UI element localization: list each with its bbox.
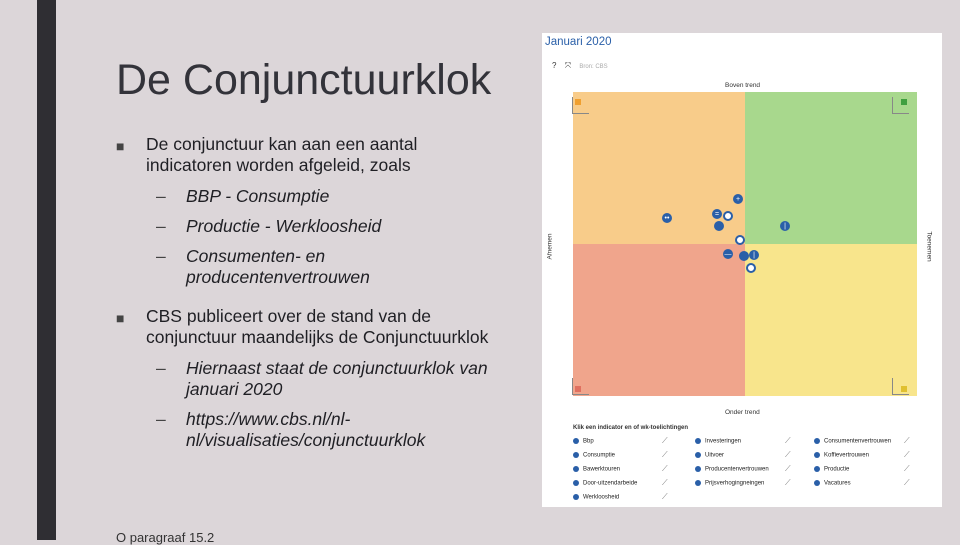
legend-item[interactable]: Door-uitzendarbeide [573,480,637,487]
sub-bullet-item [146,246,496,288]
circle-icon [573,438,579,444]
sub-bullet-text: BBP - Consumptie [186,186,330,206]
trend-icon: ⟋ [662,492,668,501]
legend-item[interactable]: Investeringen [695,438,741,445]
legend-item[interactable]: Productie [814,466,849,473]
indicator-point[interactable]: •• [662,213,672,223]
circle-icon [814,438,820,444]
sub-bullet-item [146,358,496,400]
share-icon[interactable]: ⤧ [564,61,572,70]
legend-title: Klik een indicator en of wk-toelichtingen [573,425,689,431]
circle-icon [573,494,579,500]
trend-icon: ⟋ [662,450,668,459]
sub-bullet-item [146,216,496,237]
circle-icon [695,480,701,486]
trend-icon: ⟋ [662,478,668,487]
bullet-text: De conjunctuur kan aan een aantal indicatoren worden afgeleid, zoals [146,134,418,175]
sub-bullet-marker: – [156,409,166,429]
indicator-point[interactable] [723,211,733,221]
trend-icon: ⟋ [662,436,668,445]
indicator-point[interactable]: = [712,209,722,219]
trend-icon: ⟋ [904,464,910,473]
trend-icon: ⟋ [785,450,791,459]
circle-icon [573,466,579,472]
indicator-point[interactable] [735,235,745,245]
trend-icon: ⟋ [785,436,791,445]
legend-item[interactable]: Prijsverhogingneingen [695,480,764,487]
quadrant-top-right [745,92,917,244]
legend-item[interactable]: Bbp [573,438,594,445]
clock-title: Januari 2020 [545,36,612,48]
sub-bullet-marker: – [156,186,166,206]
indicator-point[interactable]: | [780,221,790,231]
circle-icon [814,466,820,472]
sub-bullet-marker: – [156,358,166,378]
label-boven-trend: Boven trend [725,82,761,89]
indicator-point[interactable]: | [749,250,759,260]
sub-bullet-marker: – [156,216,166,236]
circle-icon [573,452,579,458]
sub-bullet-item [146,186,496,207]
quadrant-icon-bottom-left [572,378,589,395]
legend-item[interactable]: Consumentenvertrouwen [814,438,891,445]
sub-bullet-text: Consumenten- en producentenvertrouwen [186,246,370,287]
legend-item[interactable]: Producentenvertrouwen [695,466,769,473]
indicator-point[interactable] [739,251,749,261]
sub-bullet-text: Hiernaast staat de conjunctuurklok van januari 2020 [186,358,488,399]
circle-icon [695,452,701,458]
label-afnemen: Afnemen [546,233,554,260]
trend-icon: ⟋ [904,478,910,487]
indicator-point[interactable] [714,221,724,231]
sub-bullet-link[interactable]: https://www.cbs.nl/nl-nl/visualisaties/conjunctuurklok [186,409,426,450]
circle-icon [814,480,820,486]
indicator-point[interactable]: — [724,250,732,258]
trend-icon: ⟋ [785,478,791,487]
bullet-item [116,134,496,176]
legend-item[interactable]: Vacatures [814,480,851,487]
source-label: Bron: CBS [579,64,608,70]
legend-item[interactable]: Bawerktouren [573,466,620,473]
quadrant-icon-bottom-right [892,378,909,395]
legend-item[interactable]: Consumptie [573,452,615,459]
quadrant-bottom-right [745,244,917,396]
sub-bullet-text: Productie - Werkloosheid [186,216,382,236]
sub-bullet-marker: – [156,246,166,266]
label-toenemen: Toenemen [925,231,933,262]
trend-icon: ⟋ [904,450,910,459]
bullet-marker: ■ [116,138,125,154]
bullet-text: CBS publiceert over de stand van de conjunctuur maandelijks de Conjunctuurklok [146,306,489,347]
quadrant-bottom-left [573,244,745,396]
legend-item[interactable]: Uitvoer [695,452,724,459]
bullet-list [116,134,496,460]
conjunctuurklok-panel [542,33,942,507]
help-icon[interactable]: ? [552,61,557,70]
bullet-marker: ■ [116,310,125,326]
legend-item[interactable]: Werkloosheid [573,494,619,501]
bullet-item [116,306,496,348]
trend-icon: ⟋ [904,436,910,445]
circle-icon [814,452,820,458]
indicator-point[interactable] [746,263,756,273]
quadrant-icon-top-right [892,97,909,114]
legend-item[interactable]: Koffievertrouwen [814,452,869,459]
circle-icon [573,480,579,486]
clock-toolbar [552,61,614,71]
slide-footer: O paragraaf 15.2 [116,530,215,545]
slide-title: De Conjunctuurklok [116,56,492,104]
trend-icon: ⟋ [785,464,791,473]
circle-icon [695,438,701,444]
indicator-point[interactable]: + [733,194,743,204]
sub-bullet-item [146,409,496,451]
circle-icon [695,466,701,472]
left-accent-bar [37,0,56,540]
trend-icon: ⟋ [662,464,668,473]
quadrant-icon-top-left [572,97,589,114]
label-onder-trend: Onder trend [725,409,760,416]
